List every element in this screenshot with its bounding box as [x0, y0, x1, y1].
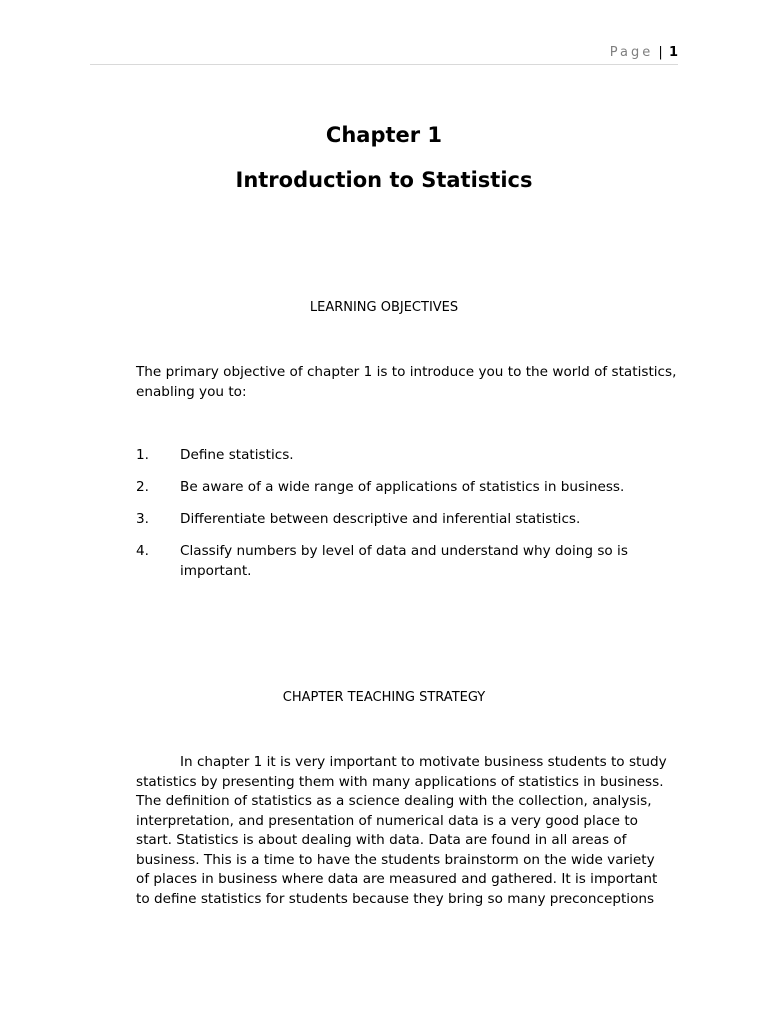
objectives-list	[136, 446, 681, 594]
list-item-text: Classify numbers by level of data and understand why doing so is important.	[180, 543, 628, 579]
list-item	[136, 446, 681, 466]
chapter-title: Chapter 1	[325, 123, 443, 147]
teaching-strategy-heading: CHAPTER TEACHING STRATEGY	[282, 690, 486, 705]
page-label: Page	[609, 45, 654, 60]
list-item	[136, 478, 681, 498]
teaching-strategy-paragraph	[136, 753, 681, 909]
header-divider	[90, 64, 678, 65]
paragraph-line: to define statistics for students because they bring so many preconceptions	[136, 890, 655, 907]
list-item-number: 1.	[136, 447, 149, 463]
page-number: 1	[668, 45, 678, 60]
list-item-text: Be aware of a wide range of applications of statistics in business.	[180, 479, 625, 495]
learning-objectives-heading: LEARNING OBJECTIVES	[309, 300, 459, 315]
objectives-intro-paragraph: The primary objective of chapter 1 is to introduce you to the world of statistics, enabling you to:	[136, 364, 677, 400]
paragraph-line: start. Statistics is about dealing with data. Data are found in all areas of	[136, 832, 627, 848]
chapter-subtitle: Introduction to Statistics	[235, 168, 533, 192]
list-item-text: Define statistics.	[180, 447, 294, 463]
list-item	[136, 510, 681, 530]
page-header	[610, 45, 678, 60]
list-item-number: 2.	[136, 479, 149, 495]
list-item-text: Differentiate between descriptive and inferential statistics.	[180, 511, 581, 527]
list-item-number: 4.	[136, 543, 149, 559]
list-item	[136, 542, 681, 581]
paragraph-line: of places in business where data are measured and gathered. It is important	[136, 871, 658, 887]
page-separator: |	[658, 45, 663, 60]
paragraph-line: The definition of statistics as a science dealing with the collection, analysis,	[136, 793, 652, 809]
list-item-number: 3.	[136, 511, 149, 527]
paragraph-line: statistics by presenting them with many applications of statistics in business.	[136, 773, 664, 790]
paragraph-line: business. This is a time to have the students brainstorm on the wide variety	[136, 851, 655, 868]
paragraph-line: In chapter 1 it is very important to motivate business students to study	[180, 754, 667, 770]
paragraph-line: interpretation, and presentation of numerical data is a very good place to	[136, 812, 638, 829]
